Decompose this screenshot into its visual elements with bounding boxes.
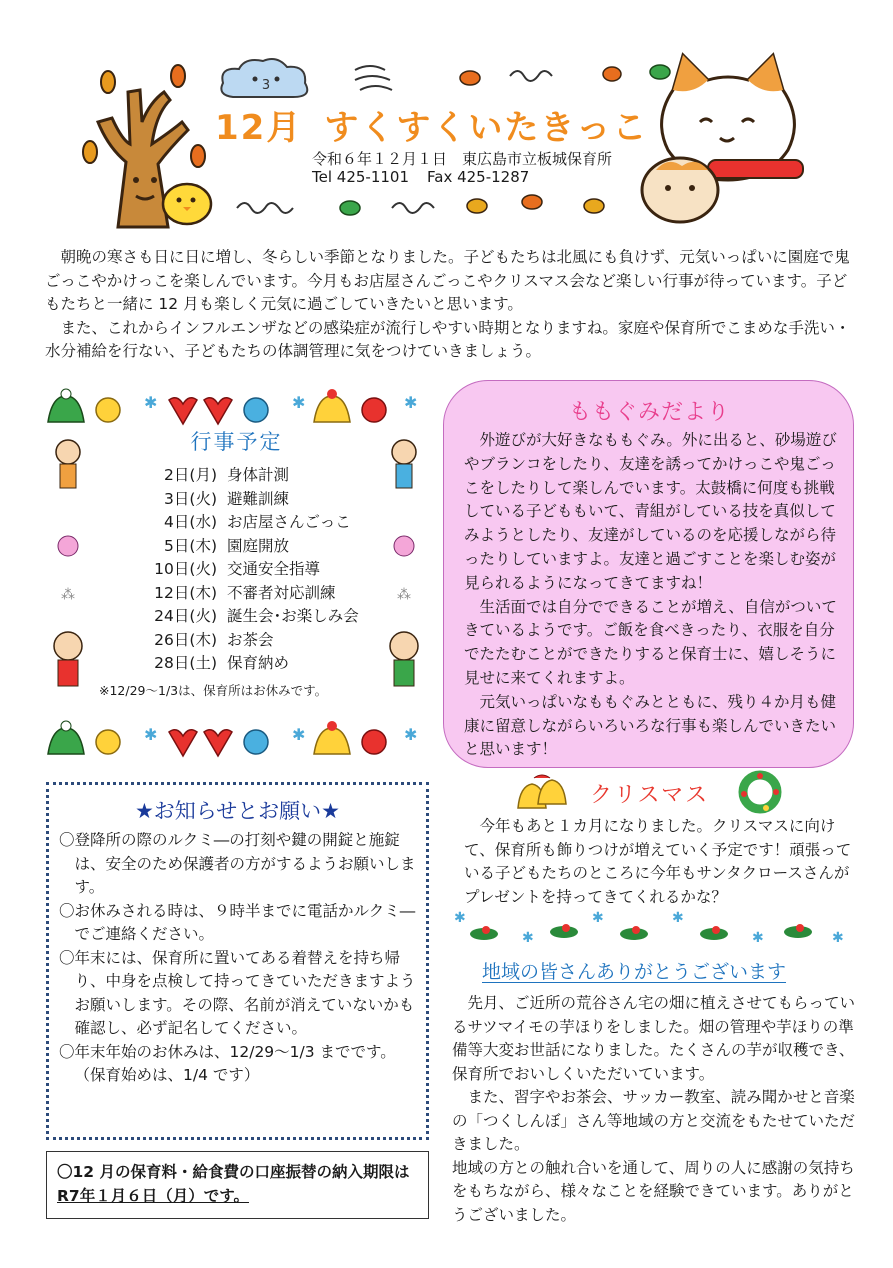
- schedule-event: お店屋さんごっこ: [227, 513, 351, 531]
- notice-section: [46, 782, 429, 1140]
- schedule-item: [127, 488, 359, 512]
- schedule-date: 2日(月): [164, 466, 217, 484]
- schedule-event: お茶会: [227, 630, 274, 649]
- wind-leaves-decoration-bottom: [232, 188, 622, 224]
- schedule-date: 10日(火): [154, 560, 217, 578]
- event-schedule: [44, 388, 429, 760]
- notice-item: 〇登降所の際のルクミ―の打刻や鍵の開錠と施錠は、安全のため保護者の方がするようお願いします。: [59, 831, 416, 896]
- title-name: すくすくいたきっこ: [324, 108, 649, 148]
- schedule-item: [127, 464, 359, 488]
- intro-paragraph-2: また、これからインフルエンザなどの感染症が流行しやすい時期となりますね。家庭や保育所でこまめな手洗い・水分補給を行ない、子どもたちの体調管理に気をつけていきましょう。: [45, 318, 851, 360]
- notice-title: ★お知らせとお願い★: [134, 799, 341, 823]
- schedule-title: 行事予定: [190, 430, 283, 454]
- notice-item: 〇年末年始のお休みは、12/29～1/3 までです。（保育始めは、1/4 です）: [59, 1042, 396, 1084]
- schedule-date: 12日(木): [154, 583, 217, 602]
- holly-border: [452, 908, 852, 948]
- schedule-item: [127, 582, 359, 606]
- christmas-paragraph: 今年もあと１カ月になりました。クリスマスに向けて、保育所も飾りつけが増えていく予定です！頑張っている子どもたちのところに今年もサンタクロースさんがプレゼントを持ってきてくれるかな？: [464, 817, 852, 906]
- momogumi-paragraph-3: 元気いっぱいなももぐみとともに、残り４か月も健康に留意しながらいろいろな行事も楽しんでいきたいと思います！: [464, 692, 837, 759]
- svg-text:✱: ✱: [592, 910, 604, 926]
- schedule-item: [127, 629, 359, 653]
- svg-text:✱: ✱: [832, 930, 844, 946]
- momogumi-body: [464, 429, 838, 762]
- header: [0, 0, 893, 232]
- svg-text:✱: ✱: [672, 910, 684, 926]
- schedule-item: [127, 652, 359, 676]
- kids-playing-left-border: [48, 434, 88, 714]
- community-thanks-title: 地域の皆さんありがとうございます: [482, 961, 787, 983]
- schedule-date: 24日(火): [154, 607, 217, 625]
- notice-list: [59, 829, 419, 1088]
- svg-text:✱: ✱: [404, 393, 418, 412]
- schedule-item: [127, 535, 359, 559]
- christmas-body: [464, 815, 856, 909]
- thanks-paragraph-3: 地域の方との触れ合いを通して、周りの人に感謝の気持ちをもちながら、様々なことを経験できています。ありがとうございました。: [452, 1158, 855, 1224]
- intro-text: [45, 246, 860, 364]
- svg-text:✱: ✱: [522, 930, 534, 946]
- svg-text:✱: ✱: [454, 910, 466, 926]
- schedule-item: [127, 511, 359, 535]
- svg-text:✱: ✱: [292, 725, 306, 744]
- svg-text:✱: ✱: [752, 930, 764, 946]
- wreath-icon: [736, 768, 784, 816]
- intro-paragraph-1: 朝晩の寒さも日に日に増し、冬らしい季節となりました。子どもたちは北風にも負けず、元気いっぱいに園庭で鬼ごっこやかけっこを楽しんでいます。今月もお店屋さんごっこやクリスマス会など楽しい行事が待っています。子どもたちと一緒に 12 月も楽しく元気に過ごしていきたいと思います。: [45, 248, 850, 313]
- schedule-event: 誕生会･お楽しみ会: [227, 607, 359, 625]
- schedule-date: 26日(木): [154, 630, 217, 649]
- christmas-title: クリスマス: [590, 783, 710, 808]
- schedule-event: 不審者対応訓練: [227, 583, 336, 602]
- issue-date-organization: 令和６年１２月１日 東広島市立板城保育所: [312, 150, 613, 168]
- momogumi-title: ももぐみだより: [568, 400, 730, 425]
- schedule-date: 3日(火): [164, 489, 217, 508]
- schedule-event: 園庭開放: [227, 536, 290, 555]
- svg-text:⁂: ⁂: [61, 587, 75, 603]
- schedule-date: 5日(木): [164, 536, 217, 555]
- schedule-item: [127, 558, 359, 582]
- schedule-event: 身体計測: [227, 466, 290, 484]
- cloud-icon: [215, 55, 315, 105]
- winter-items-border-top: [44, 388, 429, 428]
- tel-number: Tel 425-1101: [312, 168, 409, 186]
- kids-playing-right-border: [384, 434, 424, 714]
- fax-number: Fax 425-1287: [427, 168, 530, 186]
- schedule-date: 4日(水): [164, 513, 217, 531]
- schedule-date: 28日(土): [154, 654, 217, 672]
- svg-text:✱: ✱: [144, 725, 158, 744]
- fee-text: 〇12 月の保育料・給食費の口座振替の納入期限は: [57, 1163, 410, 1181]
- momogumi-section: [443, 380, 854, 768]
- schedule-item: [127, 605, 359, 629]
- momogumi-paragraph-2: 生活面では自分でできることが増え、自信がついてきているようです。ご飯を食べきったり、衣服を自分でたたむことができたりすると保育士に、嬉しそうに見せに来てくれますよ。: [464, 597, 837, 687]
- title-month: 12月: [215, 108, 303, 148]
- bells-icon: [512, 772, 572, 816]
- holiday-note: ※12/29～1/3は、保育所はお休みです。: [99, 683, 328, 698]
- schedule-list: [127, 464, 359, 676]
- notice-item: 〇お休みされる時は、９時半までに電話かルクミ―でご連絡ください。: [59, 901, 416, 943]
- thanks-paragraph-1: 先月、ご近所の荒谷さん宅の畑に植えさせてもらっているサツマイモの芋ほりをしました。畑の管理や芋ほりの準備等大変お世話になりました。たくさんの芋が収穫でき、保育所でおいしくいただいています。: [452, 994, 856, 1083]
- newsletter-title: [215, 100, 648, 149]
- svg-text:✱: ✱: [144, 393, 158, 412]
- community-thanks-body: [452, 992, 857, 1227]
- svg-text:✱: ✱: [404, 725, 418, 744]
- winter-items-border-bottom: [44, 720, 429, 760]
- svg-text:⁂: ⁂: [397, 587, 411, 603]
- cat-hamster-illustration: [638, 50, 808, 230]
- momogumi-paragraph-1: 外遊びが大好きなももぐみ。外に出ると、砂場遊びやブランコをしたり、友達を誘ってかけっこや鬼ごっこをしたりして楽しんでいます。太鼓橋に何度も挑戦している子どももいて、青組がしている技を真似してみようとしたり、友達がしているのを応援しながら待ったりしていますよ。友達と過ごすことを楽しむ姿が見られるようになってきてますね！: [464, 431, 837, 592]
- fee-deadline-box: [46, 1151, 429, 1219]
- wind-leaves-decoration-top: [350, 58, 680, 98]
- notice-item: 〇年末には、保育所に置いてある着替えを持ち帰り、中身を点検して持ってきていただきますようお願いします。その際、名前が消えていないかも確認し、必ず記名してください。: [59, 948, 416, 1037]
- schedule-event: 交通安全指導: [227, 560, 321, 578]
- chick-icon: [160, 180, 214, 226]
- svg-text:✱: ✱: [292, 393, 306, 412]
- contact-line: [312, 168, 529, 186]
- schedule-event: 避難訓練: [227, 489, 290, 508]
- schedule-event: 保育納め: [227, 654, 290, 672]
- thanks-paragraph-2: また、習字やお茶会、サッカー教室、読み聞かせと音楽の「つくしんぼ」さん等地域の方と交流をもたせていただきました。: [452, 1088, 856, 1153]
- fee-deadline-date: R7年１月６日（月）です。: [57, 1187, 249, 1205]
- svg-text:3: 3: [261, 78, 271, 93]
